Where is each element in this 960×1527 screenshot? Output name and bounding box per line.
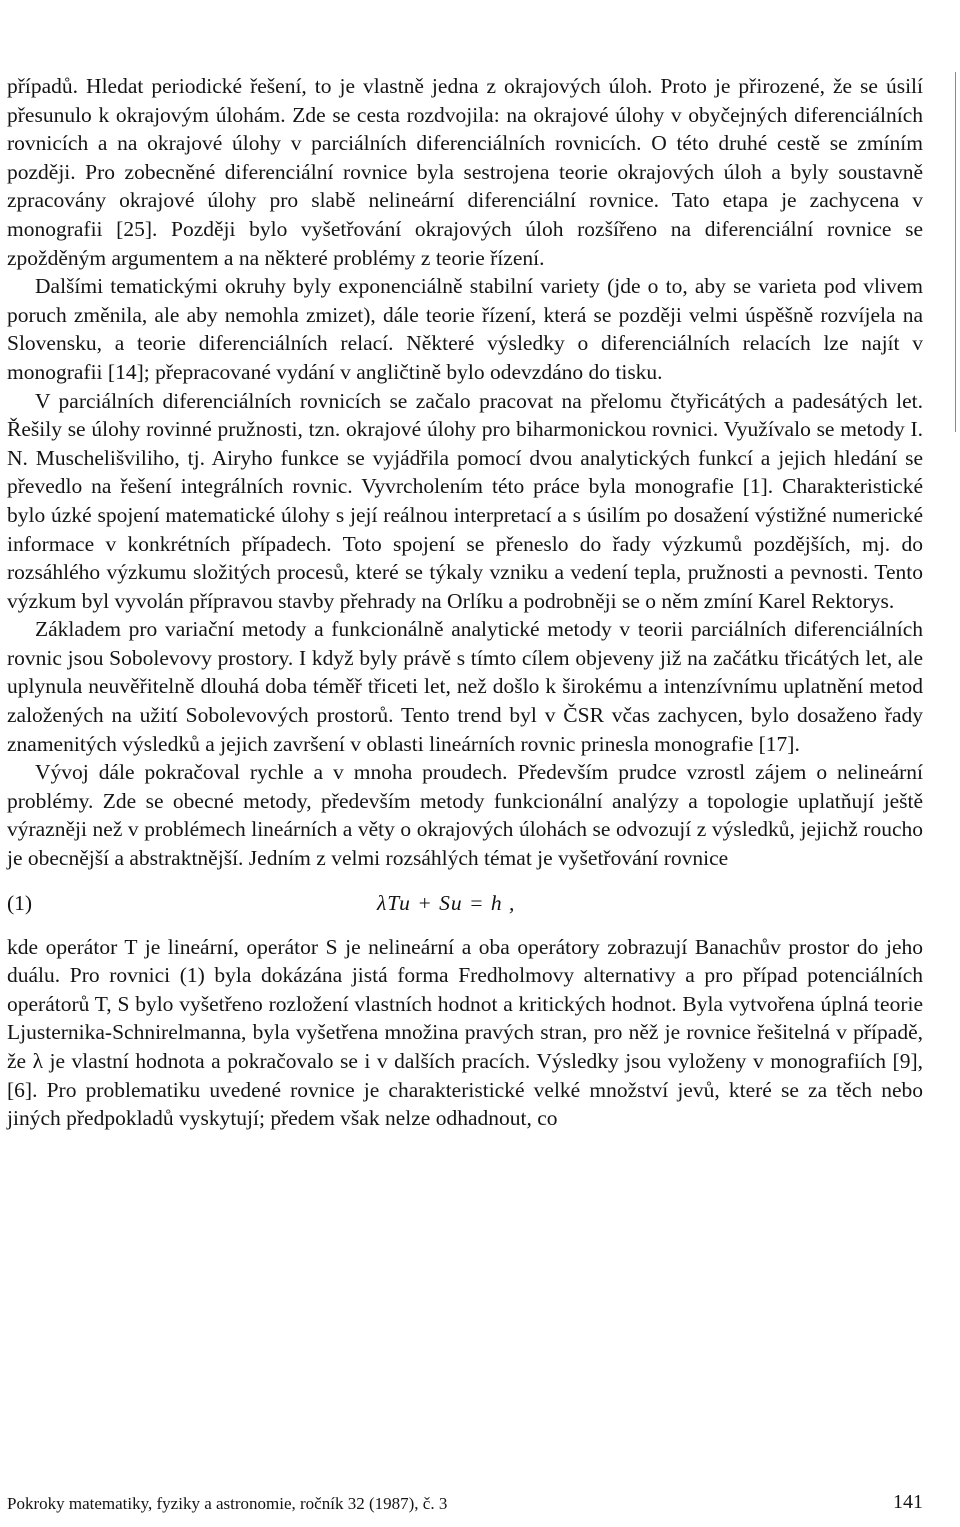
page-number: 141	[893, 1491, 923, 1513]
equation-1	[7, 873, 923, 933]
paragraph-2: Dalšími tematickými okruhy byly exponenciálně stabilní variety (jde o to, aby se varieta pod vlivem poruch změnila, ale aby nemohla zmizet), dále teorie řízení, která se později velmi úspěšně rozvíjela na Slovensku, a teorie diferenciálních relací. Některé výsledky o diferenciálních relacích lze najít v monografii [14]; přepracované vydání v angličtině bylo odevzdáno do tisku.	[7, 274, 923, 384]
document-body	[7, 72, 923, 1133]
paragraph-5: Vývoj dále pokračoval rychle a v mnoha proudech. Především prudce vzrostl zájem o nelineární problémy. Zde se obecné metody, především metody funkcionální analýzy a topologie uplatňují ještě výrazněji než v problémech lineárních a věty o okrajových úlohách se odvozují z výsledků, jejichž roucho je obecnější a abstraktnější. Jedním z velmi rozsáhlých témat je vyšetřování rovnice	[7, 760, 923, 871]
paragraph-3: V parciálních diferenciálních rovnicích se začalo pracovat na přelomu čtyřicátých a padesátých let. Řešily se úlohy rovinné pružnosti, tzn. okrajové úlohy pro biharmonickou rovnici. Využívalo se metody I. N. Muschelišviliho, tj. Airyho funkce se vyjádřila pomocí dvou analytických funkcí a jejich hledání se převedlo na řešení integrálních rovnic. Vyvrcholením této práce byla monografie [1]. Charakteristické bylo úzké spojení matematické úlohy s její reálnou interpretací a s úsilím po dosažení výstižné numerické informace v konkrétních případech. Toto spojení se přeneslo do řady výzkumů pozdějších, mj. do rozsáhlého výzkumu složitých procesů, které se týkaly vzniku a vedení tepla, pružnosti a pevnosti. Tento výzkum byl vyvolán přípravou stavby přehrady na Orlíku a podrobněji se o něm zmíní Karel Rektorys.	[7, 388, 923, 613]
equation-body: λTu + Su = h ,	[377, 890, 516, 915]
paragraph-1: případů. Hledat periodické řešení, to je vlastně jedna z okrajových úloh. Proto je přirozené, že se úsilí přesunulo k okrajovým úlohám. Zde se cesta rozdvojila: na okrajové úlohy v obyčejných diferenciálních rovnicích a na okrajové úlohy v parciálních diferenciálních rovnicích. O této druhé cestě se zmíním později. Pro zobecněné diferenciální rovnice byla sestrojena teorie okrajových úloh a byly soustavně zpracovány okrajové úlohy pro slabě nelineární diferenciální rovnice. Tato etapa je zachycena v monografii [25]. Později bylo vyšetřování okrajových úloh rozšířeno na diferenciální rovnice se zpožděným argumentem a na některé problémy z teorie řízení.	[7, 74, 923, 270]
journal-citation: Pokroky matematiky, fyziky a astronomie, ročník 32 (1987), č. 3	[7, 1494, 448, 1513]
equation-number: (1)	[7, 890, 33, 915]
margin-rule	[955, 72, 956, 432]
paragraph-6: kde operátor T je lineární, operátor S je nelineární a oba operátory zobrazují Banachův prostor do jeho duálu. Pro rovnici (1) byla dokázána jistá forma Fredholmovy alternativy a pro případ potenciálních operátorů T, S bylo vyšetřeno rozložení vlastních hodnot a kritických hodnot. Byla vytvořena úplná teorie Ljusternika-Schnirelmanna, byla vyšetřena množina pravých stran, pro něž je rovnice řešitelná v případě, že λ je vlastní hodnota a pokračovalo se i v dalších pracích. Výsledky jsou vyloženy v monografiích [9], [6]. Pro problematiku uvedené rovnice je charakteristické velké množství jevů, které se za těch nebo jiných předpokladů vyskytují; předem však nelze odhadnout, co	[7, 934, 923, 1131]
paragraph-4: Základem pro variační metody a funkcionálně analytické metody v teorii parciálních diferenciálních rovnic jsou Sobolevovy prostory. I když byly právě s tímto cílem objeveny již na začátku třicátých let, ale uplynula neuvěřitelně dlouhá doba téměř třiceti let, než došlo k širokému a intenzívnímu uplatnění metod založených na užití Sobolevových prostorů. Tento trend byl v ČSR včas zachycen, bylo dosaženo řady znamenitých výsledků a jejich završení v oblasti lineárních rovnic prinesla monografie [17].	[7, 617, 923, 756]
